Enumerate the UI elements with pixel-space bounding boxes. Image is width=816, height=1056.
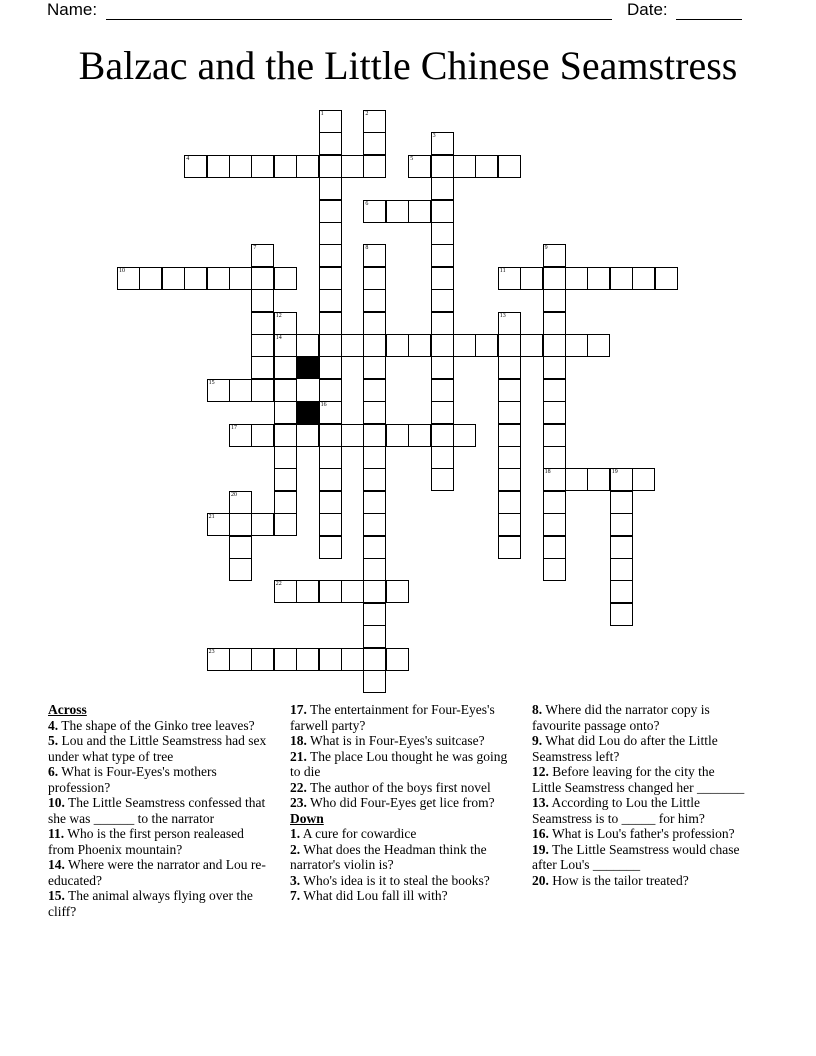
- across-clue: [48, 795, 273, 826]
- crossword-cell[interactable]: [319, 289, 342, 312]
- clue-text: The author of the boys first novel: [306, 779, 491, 795]
- across-clue: [290, 780, 515, 796]
- clue-num: 7.: [290, 888, 301, 903]
- crossword-cell[interactable]: [319, 468, 342, 491]
- down-clue-list: [290, 826, 515, 904]
- crossword-cell[interactable]: [251, 334, 274, 357]
- crossword-cell[interactable]: [274, 334, 297, 357]
- clue-num: 14.: [48, 857, 65, 872]
- down-clue: [532, 795, 747, 826]
- down-clue: [532, 702, 747, 733]
- crossword-cell[interactable]: [386, 648, 409, 671]
- clue-num: 8.: [532, 702, 543, 717]
- crossword-cell[interactable]: [431, 401, 454, 424]
- crossword-cell[interactable]: [363, 424, 386, 447]
- crossword-cell[interactable]: [296, 155, 319, 178]
- clue-text: What did Lou fall ill with?: [300, 888, 448, 903]
- crossword-cell[interactable]: [498, 536, 521, 559]
- crossword-cell[interactable]: [431, 132, 454, 155]
- clue-num: 2.: [290, 841, 301, 857]
- across-clue-list: [48, 718, 273, 920]
- crossword-cell[interactable]: [319, 536, 342, 559]
- crossword-cell[interactable]: [431, 177, 454, 200]
- clue-number: 17: [231, 424, 237, 431]
- down-clue: [532, 873, 747, 889]
- crossword-cell[interactable]: [207, 648, 230, 671]
- crossword-cell[interactable]: [319, 312, 342, 335]
- clue-number: 5: [410, 155, 414, 162]
- clue-number: 23: [208, 648, 215, 655]
- clues-column-1: [48, 702, 273, 919]
- crossword-cell[interactable]: [229, 155, 252, 178]
- down-clue: [290, 826, 515, 842]
- across-clue: [290, 702, 515, 733]
- crossword-cell[interactable]: [207, 155, 230, 178]
- clue-num: 21.: [290, 748, 307, 764]
- crossword-cell[interactable]: [453, 155, 476, 178]
- crossword-cell[interactable]: [610, 603, 633, 626]
- crossword-cell[interactable]: [229, 424, 252, 447]
- crossword-cell[interactable]: [543, 356, 566, 379]
- clue-number: 18: [544, 469, 551, 476]
- clue-text: Lou and the Little Seamstress had sex under what type of tree: [48, 733, 267, 764]
- clue-number: 6: [365, 200, 369, 207]
- crossword-cell[interactable]: [543, 334, 566, 357]
- clue-number: 13: [499, 312, 506, 319]
- clue-text: What is Four-Eyes's mothers profession?: [48, 764, 217, 795]
- crossword-cell[interactable]: [251, 379, 274, 402]
- crossword-cell[interactable]: [431, 312, 454, 335]
- crossword-cell[interactable]: [363, 379, 386, 402]
- crossword-cell[interactable]: [363, 491, 386, 514]
- crossword-cell[interactable]: [319, 513, 342, 536]
- crossword-cell[interactable]: [319, 648, 342, 671]
- crossword-cell[interactable]: [431, 379, 454, 402]
- crossword-cell[interactable]: [251, 155, 274, 178]
- crossword-cell[interactable]: [363, 558, 386, 581]
- crossword-cell[interactable]: [319, 177, 342, 200]
- crossword-cell[interactable]: [610, 580, 633, 603]
- crossword-cell[interactable]: [274, 424, 297, 447]
- crossword-cell[interactable]: [363, 110, 386, 133]
- across-clue: [290, 749, 515, 780]
- across-clue: [48, 826, 273, 857]
- crossword-cell[interactable]: [431, 200, 454, 223]
- crossword-cell[interactable]: [229, 267, 252, 290]
- crossword-cell[interactable]: [498, 424, 521, 447]
- crossword-cell[interactable]: [274, 580, 297, 603]
- crossword-cell[interactable]: [296, 648, 319, 671]
- crossword-cell[interactable]: [363, 468, 386, 491]
- clue-num: 5.: [48, 733, 59, 748]
- name-label: Name:: [47, 0, 98, 19]
- crossword-cell[interactable]: [251, 513, 274, 536]
- crossword-cell[interactable]: [543, 244, 566, 267]
- crossword-cell[interactable]: [363, 603, 386, 626]
- crossword-cell[interactable]: [431, 155, 454, 178]
- crossword-cell[interactable]: [319, 491, 342, 514]
- clue-number: 4: [186, 155, 190, 162]
- clue-number: 9: [544, 245, 548, 252]
- crossword-cell[interactable]: [498, 446, 521, 469]
- crossword-cell[interactable]: [431, 334, 454, 357]
- clue-num: 12.: [532, 764, 549, 779]
- down-heading: Down: [290, 810, 324, 826]
- crossword-cell[interactable]: [363, 244, 386, 267]
- crossword-cell[interactable]: [251, 356, 274, 379]
- crossword-cell[interactable]: [386, 580, 409, 603]
- crossword-cell[interactable]: [229, 379, 252, 402]
- crossword-cell[interactable]: [498, 468, 521, 491]
- crossword-cell[interactable]: [184, 155, 207, 178]
- crossword-cell[interactable]: [274, 401, 297, 424]
- crossword-cell[interactable]: [274, 513, 297, 536]
- clue-text: How is the tailor treated?: [548, 872, 689, 888]
- crossword-cell[interactable]: [363, 289, 386, 312]
- clue-text: Where were the narrator and Lou re-educated?: [48, 857, 266, 888]
- crossword-cell[interactable]: [363, 625, 386, 648]
- clue-number: 15: [208, 379, 215, 386]
- down-clue: [290, 842, 515, 873]
- crossword-cell[interactable]: [363, 670, 386, 693]
- clue-number: 12: [275, 312, 282, 319]
- down-clue: [290, 873, 515, 889]
- crossword-cell[interactable]: [408, 424, 431, 447]
- crossword-cell[interactable]: [251, 648, 274, 671]
- crossword-cell[interactable]: [184, 267, 207, 290]
- crossword-cell[interactable]: [386, 334, 409, 357]
- crossword-cell[interactable]: [319, 244, 342, 267]
- crossword-cell[interactable]: [543, 513, 566, 536]
- clue-num: 13.: [532, 795, 549, 810]
- clue-text: A cure for cowardice: [300, 826, 417, 841]
- crossword-cell[interactable]: [274, 356, 297, 379]
- crossword-cell[interactable]: [543, 379, 566, 402]
- clues-column-2: [290, 702, 515, 904]
- crossword-cell[interactable]: [341, 155, 364, 178]
- clue-text: What does the Headman think the narrator's violin is?: [290, 841, 487, 872]
- crossword-cell[interactable]: [610, 267, 633, 290]
- crossword-cell[interactable]: [229, 648, 252, 671]
- crossword-cell[interactable]: [498, 155, 521, 178]
- crossword-cell[interactable]: [408, 200, 431, 223]
- down-clue: [532, 842, 747, 873]
- crossword-cell[interactable]: [498, 312, 521, 335]
- crossword-cell[interactable]: [431, 446, 454, 469]
- crossword-cell[interactable]: [274, 155, 297, 178]
- crossword-cell[interactable]: [543, 424, 566, 447]
- crossword-cell[interactable]: [610, 536, 633, 559]
- clue-text: The entertainment for Four-Eyes's farwell party?: [290, 702, 495, 733]
- across-clue: [48, 888, 273, 919]
- clue-text: Who is the first person realeased from Phoenix mountain?: [48, 826, 244, 857]
- crossword-cell[interactable]: [251, 424, 274, 447]
- clue-num: 20.: [532, 872, 549, 888]
- crossword-cell[interactable]: [274, 379, 297, 402]
- crossword-cell[interactable]: [229, 536, 252, 559]
- clue-text: According to Lou the Little Seamstress is to _____ for him?: [532, 795, 705, 826]
- clue-number: 20: [231, 491, 237, 498]
- crossword-cell[interactable]: [363, 513, 386, 536]
- crossword-cell[interactable]: [543, 558, 566, 581]
- crossword-cell[interactable]: [319, 379, 342, 402]
- crossword-cell[interactable]: [319, 580, 342, 603]
- clue-num: 15.: [48, 888, 65, 903]
- crossword-cell[interactable]: [431, 244, 454, 267]
- crossword-cell[interactable]: [341, 424, 364, 447]
- crossword-cell[interactable]: [543, 446, 566, 469]
- crossword-cell[interactable]: [319, 222, 342, 245]
- down-clue: [532, 826, 747, 842]
- crossword-cell[interactable]: [363, 132, 386, 155]
- crossword-cell[interactable]: [117, 267, 140, 290]
- crossword-cell[interactable]: [565, 468, 588, 491]
- clue-num: 17.: [290, 702, 307, 717]
- crossword-cell[interactable]: [296, 334, 319, 357]
- crossword-cell[interactable]: [498, 491, 521, 514]
- crossword-cell[interactable]: [319, 401, 342, 424]
- date-label: Date:: [627, 0, 668, 19]
- clue-text: What is in Four-Eyes's suitcase?: [306, 733, 485, 748]
- clue-num: 10.: [48, 795, 65, 810]
- crossword-cell[interactable]: [251, 289, 274, 312]
- crossword-cell[interactable]: [274, 446, 297, 469]
- crossword-cell[interactable]: [632, 267, 655, 290]
- crossword-cell[interactable]: [162, 267, 185, 290]
- crossword-cell[interactable]: [610, 468, 633, 491]
- page-title: Balzac and the Little Chinese Seamstress: [78, 43, 738, 88]
- crossword-cell[interactable]: [341, 580, 364, 603]
- crossword-cell[interactable]: [386, 200, 409, 223]
- crossword-cell[interactable]: [453, 334, 476, 357]
- crossword-cell[interactable]: [251, 244, 274, 267]
- crossword-cell[interactable]: [229, 558, 252, 581]
- crossword-cell[interactable]: [386, 424, 409, 447]
- clue-text: The Little Seamstress confessed that she was ______ to the narrator: [48, 795, 266, 826]
- across-clue: [48, 718, 273, 734]
- crossword-cell[interactable]: [565, 267, 588, 290]
- clue-num: 3.: [290, 872, 301, 888]
- across-clue: [48, 764, 273, 795]
- crossword-cell[interactable]: [431, 468, 454, 491]
- clue-num: 4.: [48, 717, 59, 733]
- crossword-cell[interactable]: [319, 110, 342, 133]
- crossword-cell[interactable]: [543, 468, 566, 491]
- crossword-cell[interactable]: [408, 155, 431, 178]
- clue-number: 22: [275, 581, 282, 588]
- crossword-cell[interactable]: [363, 536, 386, 559]
- crossword-cell[interactable]: [319, 334, 342, 357]
- crossword-cell[interactable]: [543, 312, 566, 335]
- crossword-cell[interactable]: [274, 648, 297, 671]
- clue-text: What is Lou's father's profession?: [548, 826, 735, 841]
- crossword-cell[interactable]: [274, 267, 297, 290]
- clue-num: 22.: [290, 779, 307, 795]
- clue-text: Who did Four-Eyes get lice from?: [306, 795, 495, 810]
- down-clue: [532, 733, 747, 764]
- crossword-cell[interactable]: [363, 267, 386, 290]
- crossword-cell[interactable]: [363, 312, 386, 335]
- crossword-cell[interactable]: [543, 267, 566, 290]
- crossword-cell[interactable]: [251, 267, 274, 290]
- clue-num: 16.: [532, 826, 549, 841]
- crossword-cell[interactable]: [498, 356, 521, 379]
- clue-number: 19: [611, 469, 618, 476]
- crossword-cell[interactable]: [363, 334, 386, 357]
- across-clue: [48, 733, 273, 764]
- crossword-cell[interactable]: [498, 334, 521, 357]
- clue-number: 8: [365, 245, 369, 252]
- crossword-cell[interactable]: [363, 155, 386, 178]
- across-clue: [290, 733, 515, 749]
- crossword-cell[interactable]: [229, 513, 252, 536]
- crossword-cell[interactable]: [319, 155, 342, 178]
- across-clue: [48, 857, 273, 888]
- crossword-cell[interactable]: [319, 424, 342, 447]
- crossword-cell[interactable]: [431, 289, 454, 312]
- crossword-cell[interactable]: [229, 491, 252, 514]
- clue-text: The Little Seamstress would chase after Lou's _______: [532, 841, 740, 872]
- crossword-cell[interactable]: [610, 558, 633, 581]
- crossword-cell[interactable]: [610, 513, 633, 536]
- crossword-cell[interactable]: [475, 155, 498, 178]
- crossword-cell[interactable]: [319, 356, 342, 379]
- clue-text: Before leaving for the city the Little Seamstress changed her _______: [532, 764, 745, 795]
- crossword-cell[interactable]: [587, 267, 610, 290]
- crossword-cell[interactable]: [431, 222, 454, 245]
- crossword-cell[interactable]: [363, 648, 386, 671]
- crossword-cell[interactable]: [408, 334, 431, 357]
- crossword-cell[interactable]: [632, 468, 655, 491]
- crossword-cell[interactable]: [363, 200, 386, 223]
- clue-num: 9.: [532, 733, 543, 748]
- clue-num: 11.: [48, 826, 65, 841]
- crossword-cell[interactable]: [363, 446, 386, 469]
- clue-number: 16: [320, 402, 327, 409]
- crossword-cell[interactable]: [319, 200, 342, 223]
- clue-number: 1: [320, 111, 324, 117]
- clue-text: The place Lou thought he was going to die: [290, 748, 508, 779]
- clue-text: Where did the narrator copy is favourite passage onto?: [532, 702, 710, 733]
- crossword-cell[interactable]: [363, 580, 386, 603]
- crossword-cell[interactable]: [431, 356, 454, 379]
- clue-number: 2: [365, 111, 369, 117]
- clue-text: The animal always flying over the cliff?: [48, 888, 253, 919]
- clue-num: 1.: [290, 826, 301, 841]
- crossword-cell[interactable]: [139, 267, 162, 290]
- clue-num: 6.: [48, 764, 59, 779]
- crossword-cell[interactable]: [296, 424, 319, 447]
- crossword-cell[interactable]: [587, 334, 610, 357]
- crossword-cell[interactable]: [341, 648, 364, 671]
- black-square: [296, 356, 319, 379]
- clue-number: 14: [275, 335, 282, 341]
- clue-text: What did Lou do after the Little Seamstress left?: [532, 733, 718, 764]
- crossword-cell[interactable]: [475, 334, 498, 357]
- crossword-cell[interactable]: [274, 468, 297, 491]
- black-square: [296, 401, 319, 424]
- crossword-cell[interactable]: [498, 401, 521, 424]
- crossword-cell[interactable]: [543, 289, 566, 312]
- crossword-cell[interactable]: [498, 513, 521, 536]
- crossword-cell[interactable]: [543, 491, 566, 514]
- clue-number: 10: [119, 267, 125, 274]
- clue-number: 7: [253, 245, 257, 252]
- crossword-cell[interactable]: [207, 379, 230, 402]
- down-clue: [532, 764, 747, 795]
- crossword-cell[interactable]: [319, 267, 342, 290]
- crossword-cell[interactable]: [587, 468, 610, 491]
- clues-column-3: [532, 702, 747, 888]
- crossword-cell[interactable]: [363, 356, 386, 379]
- crossword-cell[interactable]: [319, 446, 342, 469]
- clue-number: 21: [208, 514, 215, 521]
- crossword-cell[interactable]: [363, 401, 386, 424]
- crossword-cell[interactable]: [655, 267, 678, 290]
- crossword-cell[interactable]: [274, 312, 297, 335]
- crossword-cell[interactable]: [296, 580, 319, 603]
- crossword-cell[interactable]: [520, 267, 543, 290]
- crossword-cell[interactable]: [341, 334, 364, 357]
- crossword-cell[interactable]: [251, 312, 274, 335]
- crossword-cell[interactable]: [319, 132, 342, 155]
- crossword-cell[interactable]: [498, 379, 521, 402]
- across-heading: Across: [48, 702, 87, 717]
- crossword-cell[interactable]: [431, 267, 454, 290]
- down-clue: [290, 888, 515, 904]
- clue-num: 19.: [532, 841, 549, 857]
- crossword-cell[interactable]: [207, 267, 230, 290]
- crossword-cell[interactable]: [520, 334, 543, 357]
- crossword-cell[interactable]: [543, 536, 566, 559]
- across-clue-list-continued: [290, 702, 515, 811]
- crossword-cell[interactable]: [498, 267, 521, 290]
- crossword-cell[interactable]: [207, 513, 230, 536]
- crossword-cell[interactable]: [610, 491, 633, 514]
- clue-number: 11: [499, 267, 506, 274]
- crossword-cell[interactable]: [274, 491, 297, 514]
- clue-text: The shape of the Ginko tree leaves?: [58, 717, 255, 733]
- down-clue-list-continued: [532, 702, 747, 888]
- crossword-cell[interactable]: [565, 334, 588, 357]
- clue-num: 23.: [290, 795, 307, 810]
- crossword-cell[interactable]: [543, 401, 566, 424]
- across-clue: [290, 795, 515, 811]
- crossword-cell[interactable]: [453, 424, 476, 447]
- clue-text: Who's idea is it to steal the books?: [300, 872, 490, 888]
- clue-num: 18.: [290, 733, 307, 748]
- clue-number: 3: [432, 133, 436, 140]
- crossword-cell[interactable]: [431, 424, 454, 447]
